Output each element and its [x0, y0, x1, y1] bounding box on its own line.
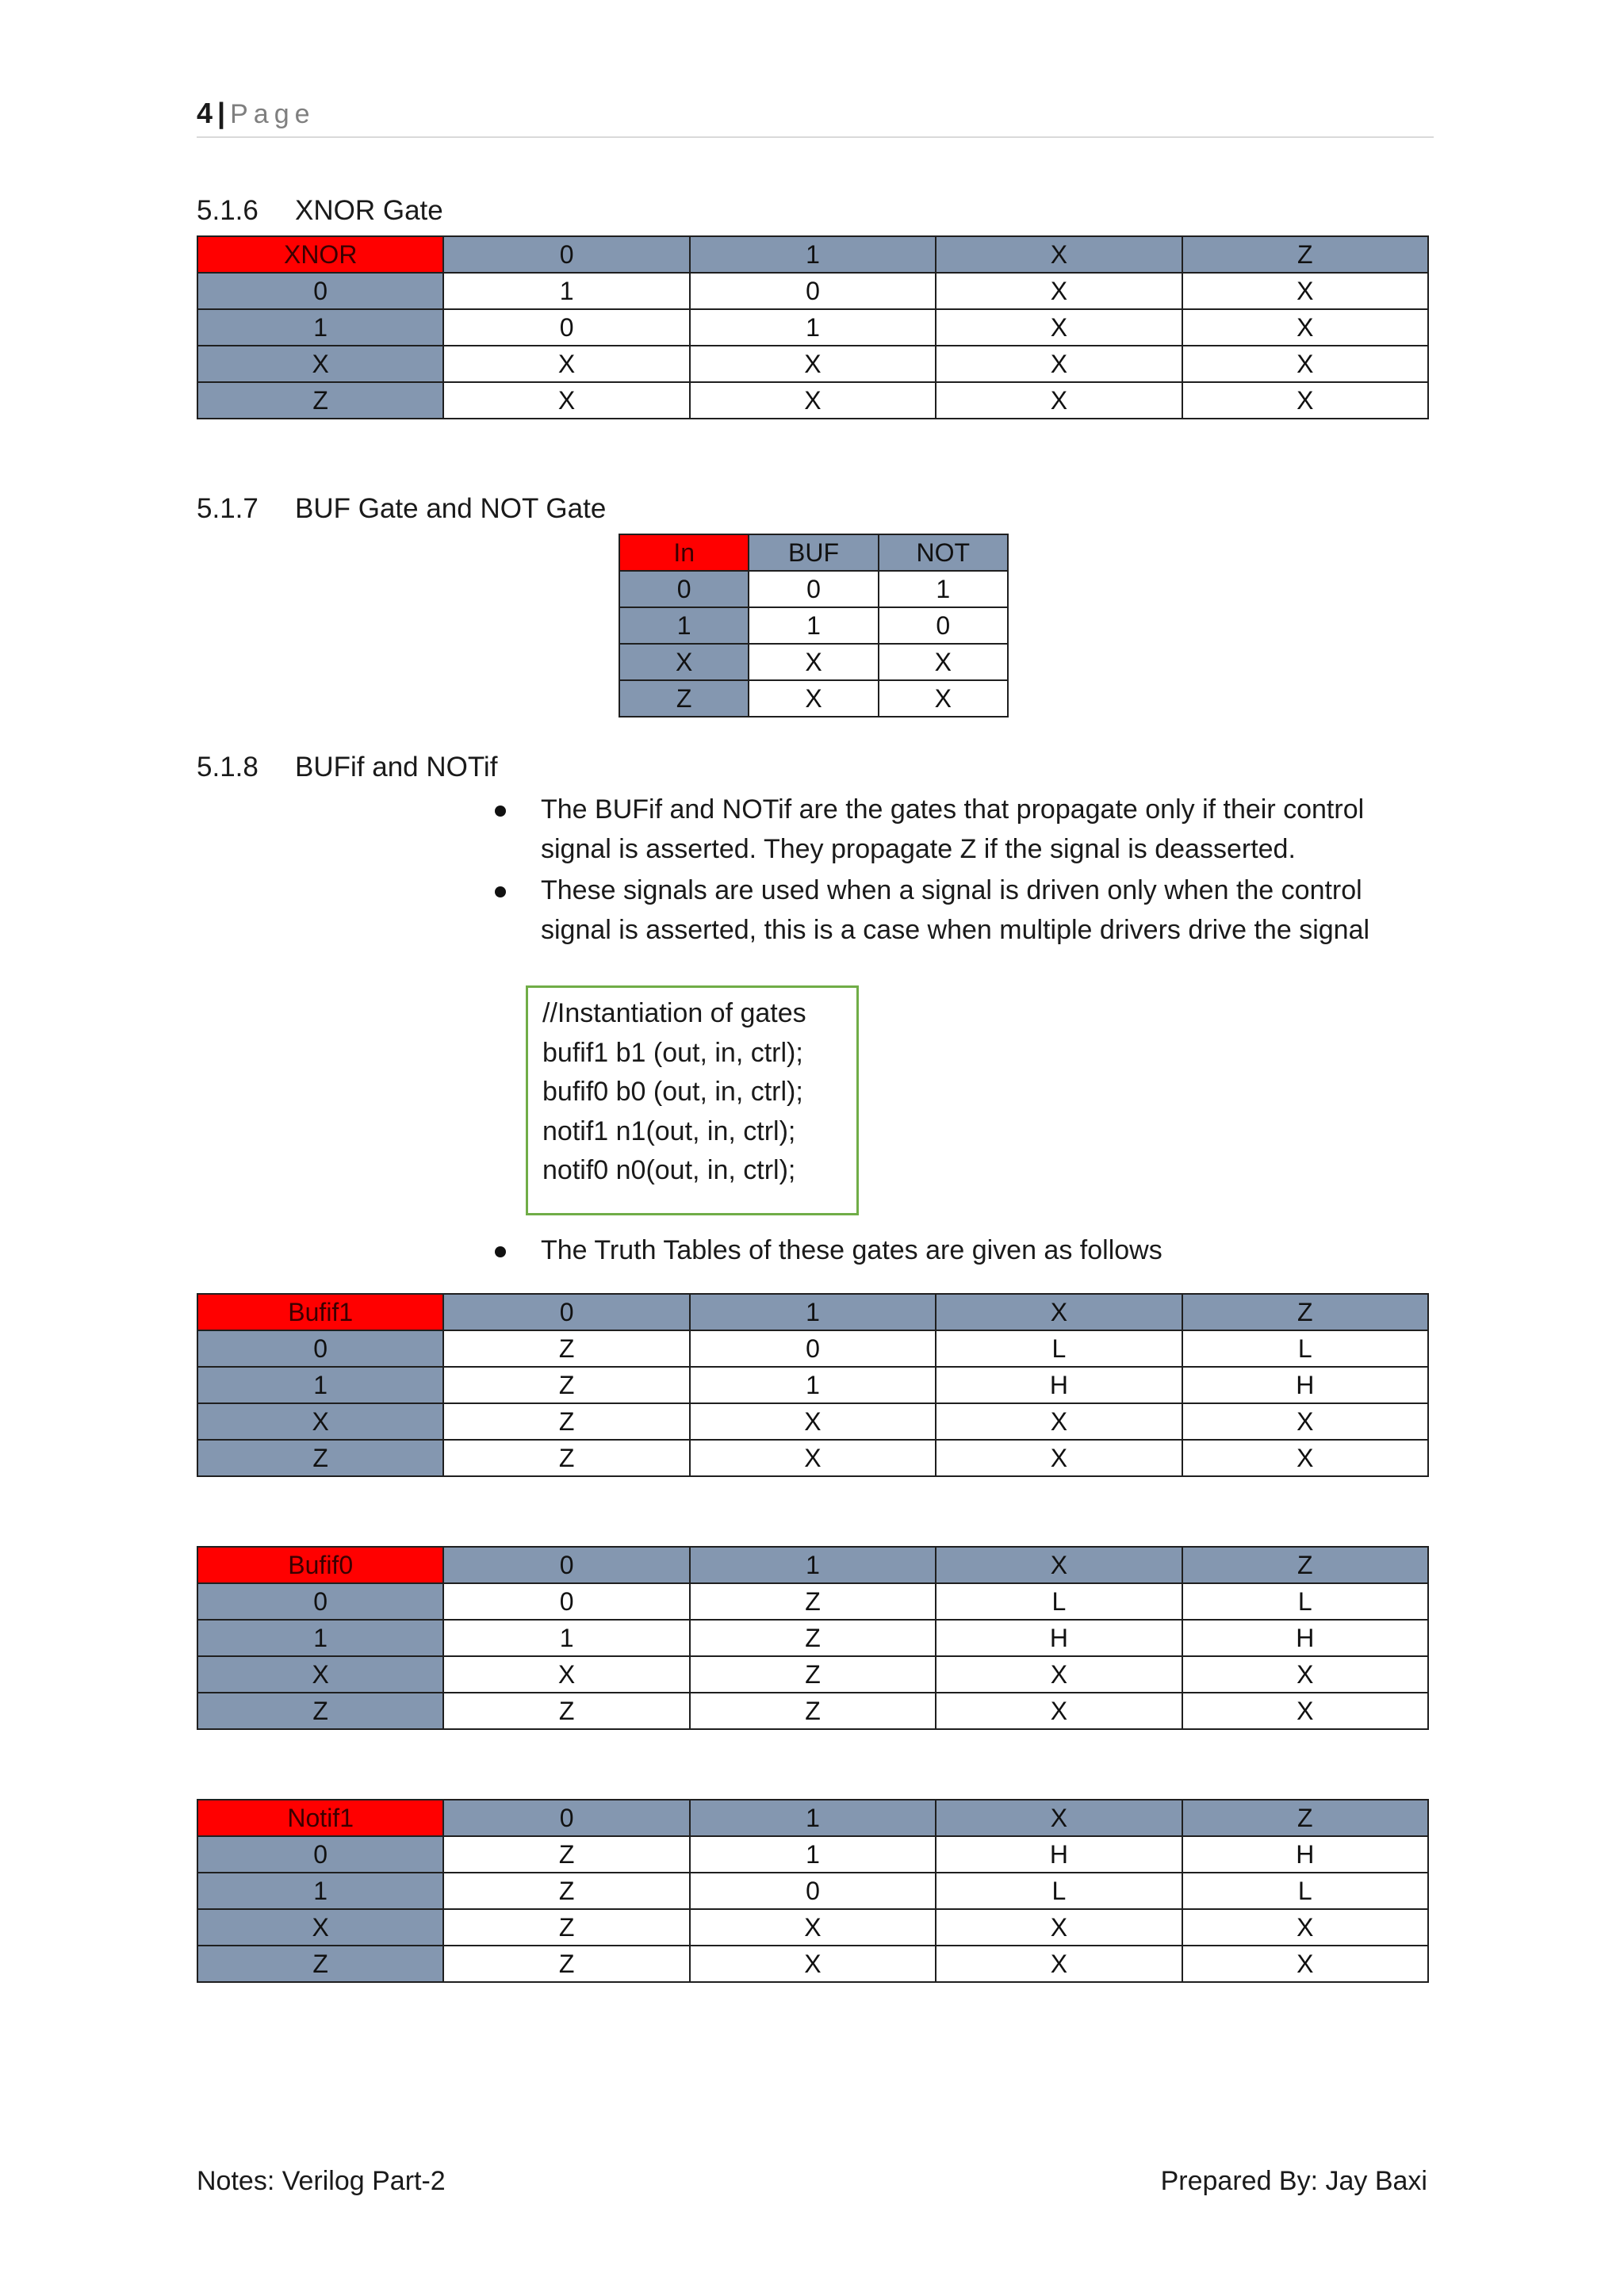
table-cell: X	[1182, 382, 1428, 419]
row-header: X	[197, 1403, 443, 1440]
bullet-text: The BUFif and NOTif are the gates that propagate only if their control signal is asserted. They propagate Z if the signal is deasserted.	[541, 794, 1365, 864]
table-cell: X	[936, 309, 1182, 346]
column-header: 0	[443, 1547, 689, 1583]
table-cell: 0	[749, 571, 878, 607]
column-header: X	[936, 1547, 1182, 1583]
table-cell: Z	[443, 1836, 689, 1873]
column-header: Z	[1182, 1547, 1428, 1583]
row-header: 0	[197, 1330, 443, 1367]
table-cell: L	[1182, 1330, 1428, 1367]
code-line: bufif1 b1 (out, in, ctrl);	[542, 1037, 803, 1068]
section-number: 5.1.6	[197, 195, 259, 226]
table-row	[197, 1367, 1428, 1403]
list-item	[484, 1230, 1404, 1270]
table-cell: X	[1182, 273, 1428, 309]
table-row	[197, 1909, 1428, 1946]
column-header: Z	[1182, 1294, 1428, 1330]
table-cell: X	[879, 680, 1008, 717]
table-cell: 0	[690, 273, 936, 309]
table-cell: 0	[690, 1873, 936, 1909]
section-title: BUF Gate and NOT Gate	[295, 493, 607, 524]
table-row	[197, 309, 1428, 346]
column-header: 1	[690, 236, 936, 273]
table-cell: 0	[690, 1330, 936, 1367]
column-header: X	[936, 1800, 1182, 1836]
row-header: Z	[197, 382, 443, 419]
table-row	[197, 273, 1428, 309]
table-cell: X	[1182, 346, 1428, 382]
table-row	[197, 346, 1428, 382]
page-header	[197, 97, 1434, 138]
section-heading-buf-not	[197, 493, 606, 525]
column-header: 1	[690, 1294, 936, 1330]
table-cell: 1	[879, 571, 1008, 607]
table-cell: X	[690, 1403, 936, 1440]
table-cell: Z	[443, 1873, 689, 1909]
row-header: X	[197, 1909, 443, 1946]
table-header-row	[197, 236, 1428, 273]
section-number: 5.1.7	[197, 493, 259, 524]
table-cell: X	[749, 680, 878, 717]
table-cell: X	[936, 1656, 1182, 1693]
row-header: 0	[197, 273, 443, 309]
table-row	[197, 1620, 1428, 1656]
table-cell: X	[936, 1946, 1182, 1982]
row-header: 1	[619, 607, 749, 644]
buf-not-truth-table	[619, 534, 1009, 718]
row-header: 1	[197, 1873, 443, 1909]
table-cell: 0	[443, 309, 689, 346]
code-line: notif0 n0(out, in, ctrl);	[542, 1155, 796, 1185]
table-cell: X	[936, 1403, 1182, 1440]
column-header: Z	[1182, 1800, 1428, 1836]
column-header: X	[936, 1294, 1182, 1330]
column-header: 0	[443, 236, 689, 273]
row-header: Z	[197, 1440, 443, 1476]
table-cell: Z	[443, 1909, 689, 1946]
column-header: 1	[690, 1547, 936, 1583]
table-row	[619, 680, 1008, 717]
table-cell: 1	[690, 1836, 936, 1873]
table-cell: X	[1182, 1403, 1428, 1440]
table-corner-label: Bufif1	[197, 1294, 443, 1330]
table-header-row	[619, 534, 1008, 571]
section-heading-xnor	[197, 195, 443, 227]
page-word: Page	[230, 99, 316, 129]
table-row	[197, 1836, 1428, 1873]
bufif1-truth-table	[197, 1293, 1429, 1477]
code-line: notif1 n1(out, in, ctrl);	[542, 1115, 796, 1146]
table-header-row	[197, 1800, 1428, 1836]
column-header: 0	[443, 1294, 689, 1330]
table-cell: 1	[690, 1367, 936, 1403]
table-cell: H	[1182, 1620, 1428, 1656]
list-item	[484, 871, 1404, 950]
table-row	[619, 644, 1008, 680]
table-row	[619, 607, 1008, 644]
page-separator: |	[217, 97, 226, 129]
table-cell: X	[936, 382, 1182, 419]
row-header: Z	[197, 1693, 443, 1729]
column-header: NOT	[879, 534, 1008, 571]
table-header-row	[197, 1547, 1428, 1583]
table-row	[197, 1440, 1428, 1476]
table-cell: X	[690, 1909, 936, 1946]
truth-table-intro-list	[484, 1230, 1404, 1270]
column-header: 0	[443, 1800, 689, 1836]
section-number: 5.1.8	[197, 752, 259, 783]
table-header-row	[197, 1294, 1428, 1330]
table-cell: X	[690, 1440, 936, 1476]
table-cell: X	[936, 1909, 1182, 1946]
table-row	[197, 1403, 1428, 1440]
table-cell: 1	[443, 273, 689, 309]
row-header: 0	[619, 571, 749, 607]
table-row	[197, 1946, 1428, 1982]
table-row	[197, 1873, 1428, 1909]
table-cell: X	[443, 1656, 689, 1693]
row-header: Z	[197, 1946, 443, 1982]
section-title: XNOR Gate	[295, 195, 443, 226]
table-row	[197, 382, 1428, 419]
table-cell: H	[936, 1620, 1182, 1656]
table-cell: X	[690, 1946, 936, 1982]
row-header: X	[197, 1656, 443, 1693]
code-line: //Instantiation of gates	[542, 998, 806, 1028]
table-cell: H	[936, 1367, 1182, 1403]
table-cell: X	[443, 382, 689, 419]
table-cell: Z	[443, 1440, 689, 1476]
table-cell: X	[936, 1693, 1182, 1729]
table-cell: 1	[690, 309, 936, 346]
code-snippet-box	[526, 985, 859, 1215]
column-header: Z	[1182, 236, 1428, 273]
bullet-text: These signals are used when a signal is driven only when the control signal is asserted, this is a case when multiple drivers drive the signal	[541, 875, 1370, 945]
table-cell: H	[936, 1836, 1182, 1873]
table-cell: X	[690, 346, 936, 382]
column-header: BUF	[749, 534, 878, 571]
footer-author: Prepared By: Jay Baxi	[1160, 2166, 1427, 2196]
row-header: 0	[197, 1836, 443, 1873]
table-cell: X	[690, 382, 936, 419]
table-corner-label: In	[619, 534, 749, 571]
table-cell: H	[1182, 1836, 1428, 1873]
table-cell: X	[1182, 1946, 1428, 1982]
table-cell: Z	[690, 1583, 936, 1620]
table-corner-label: XNOR	[197, 236, 443, 273]
table-cell: X	[1182, 1693, 1428, 1729]
row-header: X	[197, 346, 443, 382]
table-cell: Z	[443, 1946, 689, 1982]
row-header: 1	[197, 1367, 443, 1403]
row-header: 1	[197, 1620, 443, 1656]
section-title: BUFif and NOTif	[295, 752, 498, 783]
bullet-text: The Truth Tables of these gates are given as follows	[541, 1235, 1162, 1265]
table-cell: X	[1182, 1440, 1428, 1476]
bufif-bullet-list	[484, 790, 1404, 951]
table-cell: Z	[443, 1403, 689, 1440]
table-cell: X	[879, 644, 1008, 680]
column-header: 1	[690, 1800, 936, 1836]
table-corner-label: Bufif0	[197, 1547, 443, 1583]
table-cell: 1	[749, 607, 878, 644]
table-cell: 1	[443, 1620, 689, 1656]
bullet-icon	[495, 886, 506, 897]
table-cell: L	[936, 1330, 1182, 1367]
table-cell: X	[1182, 1656, 1428, 1693]
row-header: X	[619, 644, 749, 680]
xnor-truth-table	[197, 235, 1429, 419]
table-row	[197, 1693, 1428, 1729]
table-cell: X	[936, 346, 1182, 382]
table-cell: Z	[690, 1620, 936, 1656]
table-cell: L	[936, 1873, 1182, 1909]
table-cell: X	[936, 273, 1182, 309]
table-cell: X	[749, 644, 878, 680]
table-cell: X	[936, 1440, 1182, 1476]
table-row	[197, 1330, 1428, 1367]
table-row	[197, 1583, 1428, 1620]
code-line: bufif0 b0 (out, in, ctrl);	[542, 1077, 803, 1107]
list-item	[484, 790, 1404, 869]
table-cell: Z	[690, 1656, 936, 1693]
table-cell: Z	[443, 1693, 689, 1729]
table-cell: Z	[690, 1693, 936, 1729]
table-cell: Z	[443, 1367, 689, 1403]
table-cell: X	[1182, 309, 1428, 346]
table-cell: X	[1182, 1909, 1428, 1946]
table-row	[619, 571, 1008, 607]
column-header: X	[936, 236, 1182, 273]
row-header: Z	[619, 680, 749, 717]
notif1-truth-table	[197, 1799, 1429, 1983]
section-heading-bufif	[197, 752, 497, 783]
bufif0-truth-table	[197, 1546, 1429, 1730]
table-corner-label: Notif1	[197, 1800, 443, 1836]
table-cell: H	[1182, 1367, 1428, 1403]
table-cell: L	[1182, 1583, 1428, 1620]
table-cell: L	[936, 1583, 1182, 1620]
table-row	[197, 1656, 1428, 1693]
row-header: 0	[197, 1583, 443, 1620]
table-cell: 0	[443, 1583, 689, 1620]
table-cell: Z	[443, 1330, 689, 1367]
bullet-icon	[495, 806, 506, 817]
bullet-icon	[495, 1246, 506, 1257]
table-cell: L	[1182, 1873, 1428, 1909]
page-number: 4	[197, 97, 213, 129]
footer-notes: Notes: Verilog Part-2	[197, 2166, 446, 2196]
table-cell: 0	[879, 607, 1008, 644]
row-header: 1	[197, 309, 443, 346]
table-cell: X	[443, 346, 689, 382]
